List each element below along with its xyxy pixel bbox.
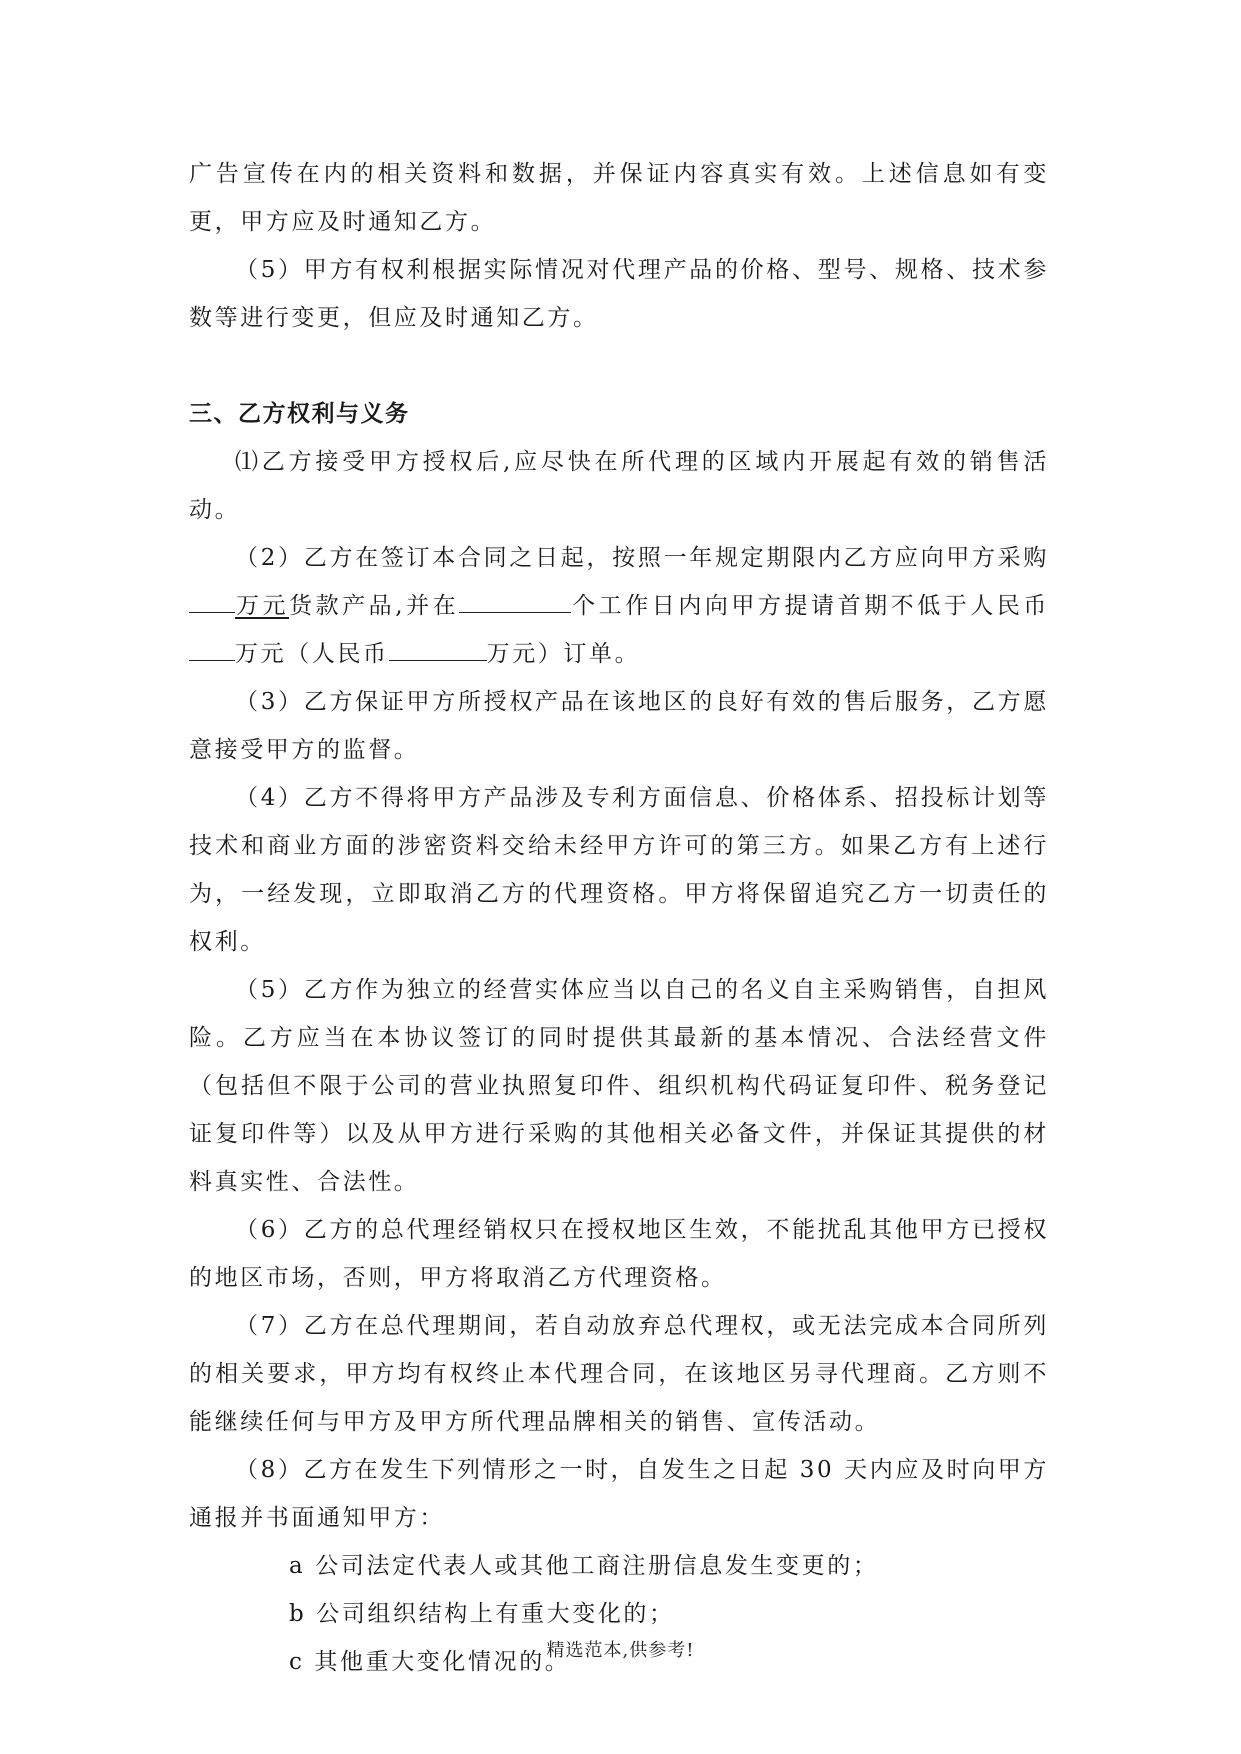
paragraph-party-b-2: [189, 534, 1049, 678]
party-b-2-underlined-unit: 万元: [235, 593, 290, 619]
paragraph-party-a-5: （5）甲方有权利根据实际情况对代理产品的价格、型号、规格、技术参数等进行变更，但应及时通知乙方。: [189, 257, 1049, 331]
list-item: a 公司法定代表人或其他工商注册信息发生变更的；: [289, 1553, 879, 1579]
paragraph-party-b-8: （8）乙方在发生下列情形之一时，自发生之日起 30 天内应及时向甲方通报并书面通知甲方：: [189, 1457, 1049, 1531]
paragraph-party-b-1: ⑴乙方接受甲方授权后,应尽快在所代理的区域内开展起有效的销售活动。: [189, 449, 1049, 523]
blank-line: [459, 584, 571, 613]
section-heading: 三、乙方权利与义务: [189, 401, 410, 427]
paragraph-party-b-3: （3）乙方保证甲方所授权产品在该地区的良好有效的售后服务，乙方愿意接受甲方的监督。: [189, 689, 1049, 763]
blank-line: [189, 632, 235, 661]
list-item: b 公司组织结构上有重大变化的；: [289, 1601, 675, 1627]
page-footer: 精选范本,供参考!: [546, 1640, 695, 1661]
party-b-2-text-a: （2）乙方在签订本合同之日起，按照一年规定期限内乙方应向甲方采购: [235, 545, 1049, 571]
party-b-2-text-d: 个工作日内向甲方提请首期不低于人民币: [571, 593, 1050, 619]
party-b-2-text-c: 货款产品,并在: [289, 593, 460, 619]
party-b-2-text-e: 万元（人民币: [235, 641, 389, 667]
blank-line: [389, 632, 487, 661]
paragraph-party-b-5: （5）乙方作为独立的经营实体应当以自己的名义自主采购销售，自担风险。乙方应当在本协议签订的同时提供其最新的基本情况、合法经营文件（包括但不限于公司的营业执照复印件、组织机构代码证复印件、税务登记证复印件等）以及从甲方进行采购的其他相关必备文件，并保证其提供的材料真实性、合法性。: [189, 977, 1049, 1195]
document-body: [189, 150, 1049, 1686]
paragraph-party-b-4: （4）乙方不得将甲方产品涉及专利方面信息、价格体系、招投标计划等技术和商业方面的涉密资料交给未经甲方许可的第三方。如果乙方有上述行为，一经发现，立即取消乙方的代理资格。甲方将保留追究乙方一切责任的权利。: [189, 785, 1049, 955]
list-item: c 其他重大变化情况的。: [289, 1649, 571, 1675]
paragraph-continued: 广告宣传在内的相关资料和数据，并保证内容真实有效。上述信息如有变更，甲方应及时通知乙方。: [189, 161, 1049, 235]
paragraph-party-b-7: （7）乙方在总代理期间，若自动放弃总代理权，或无法完成本合同所列的相关要求，甲方均有权终止本代理合同，在该地区另寻代理商。乙方则不能继续任何与甲方及甲方所代理品牌相关的销售、宣传活动。: [189, 1313, 1049, 1435]
blank-line: [189, 584, 235, 613]
paragraph-party-b-6: （6）乙方的总代理经销权只在授权地区生效，不能扰乱其他甲方已授权的地区市场，否则，甲方将取消乙方代理资格。: [189, 1217, 1049, 1291]
party-b-2-text-f: 万元）订单。: [486, 641, 641, 667]
